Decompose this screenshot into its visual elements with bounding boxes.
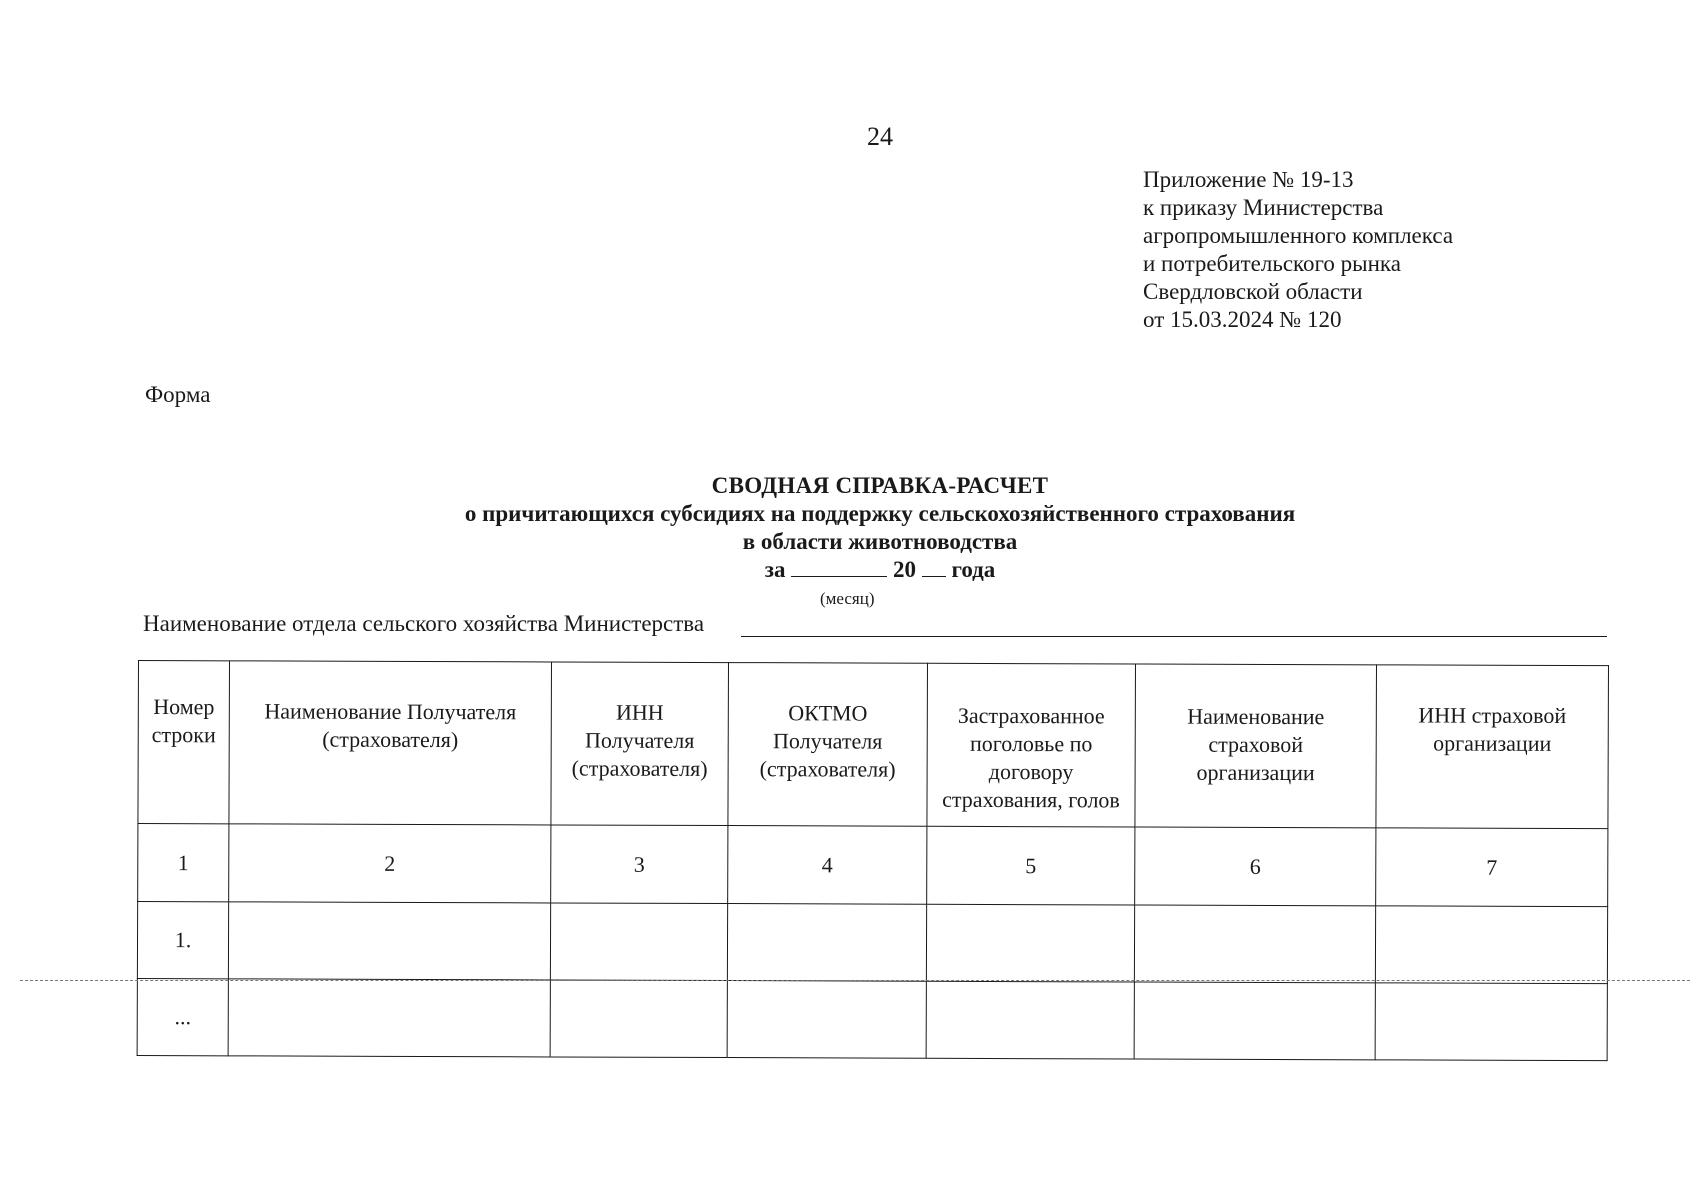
recipient-inn-cell[interactable]: [550, 903, 727, 981]
column-number-row: [138, 824, 1608, 907]
form-label: Форма: [145, 382, 211, 407]
period-year: 20: [892, 557, 916, 582]
month-blank[interactable]: [791, 556, 887, 577]
header-insured-livestock: Застрахованное поголовье по договору страхования, голов: [927, 663, 1136, 827]
column-number: 7: [1376, 828, 1608, 907]
appendix-block: [1143, 166, 1453, 334]
appendix-line: к приказу Министерства: [1143, 195, 1384, 220]
appendix-line: Свердловской области: [1143, 279, 1363, 304]
appendix-line: Приложение № 19-13: [1143, 167, 1354, 192]
title-line-3: в области животноводства: [742, 529, 1018, 554]
column-number: 1: [138, 824, 229, 902]
period-prefix: за: [764, 557, 786, 582]
subsidy-table: [137, 660, 1609, 1061]
recipient-oktmo-cell[interactable]: [727, 981, 926, 1059]
row-number: ...: [137, 978, 228, 1055]
column-number: 3: [551, 825, 728, 904]
table-header-row: [138, 661, 1609, 829]
document-title: [380, 472, 1380, 556]
recipient-inn-cell[interactable]: [550, 980, 727, 1058]
header-recipient-inn: ИНН Получателя (страхователя): [551, 662, 729, 826]
title-line-1: СВОДНАЯ СПРАВКА-РАСЧЕТ: [711, 473, 1049, 498]
insurer-name-cell[interactable]: [1134, 982, 1375, 1060]
insurer-inn-cell[interactable]: [1375, 906, 1607, 984]
column-number: 6: [1135, 827, 1376, 906]
appendix-line: и потребительского рынка: [1143, 251, 1401, 276]
month-caption: (месяц): [820, 589, 875, 608]
page-number: 24: [867, 122, 893, 151]
insured-livestock-cell[interactable]: [926, 904, 1134, 982]
appendix-line: агропромышленного комплекса: [1143, 223, 1454, 248]
insurer-name-cell[interactable]: [1134, 905, 1375, 983]
period-suffix: года: [951, 557, 996, 582]
recipient-name-cell[interactable]: [228, 979, 550, 1057]
department-blank[interactable]: [741, 636, 1607, 637]
appendix-line: от 15.03.2024 № 120: [1143, 307, 1342, 332]
header-insurer-name: Наименование страховой организации: [1135, 664, 1377, 828]
column-number: 5: [927, 826, 1135, 905]
column-number: 4: [728, 826, 927, 905]
insurer-inn-cell[interactable]: [1375, 983, 1607, 1061]
title-line-2: о причитающихся субсидиях на поддержку сельскохозяйственного страхования: [464, 501, 1296, 526]
table-row: [137, 978, 1607, 1060]
year-blank[interactable]: [922, 556, 946, 577]
header-recipient-oktmo: ОКТМО Получателя (страхователя): [728, 663, 928, 827]
row-number: 1.: [137, 902, 228, 979]
recipient-name-cell[interactable]: [228, 902, 550, 980]
scan-artifact-line: [20, 980, 1690, 981]
recipient-oktmo-cell[interactable]: [727, 904, 926, 982]
department-label: Наименование отдела сельского хозяйства Министерства: [143, 611, 705, 636]
header-insurer-inn: ИНН страховой организации: [1376, 665, 1609, 829]
header-recipient-name: Наименование Получателя (страхователя): [229, 661, 552, 825]
header-row-number: Номер строки: [138, 661, 230, 824]
table-row: [137, 902, 1607, 984]
insured-livestock-cell[interactable]: [926, 981, 1134, 1059]
period-line: [0, 556, 1697, 583]
column-number: 2: [229, 824, 551, 903]
